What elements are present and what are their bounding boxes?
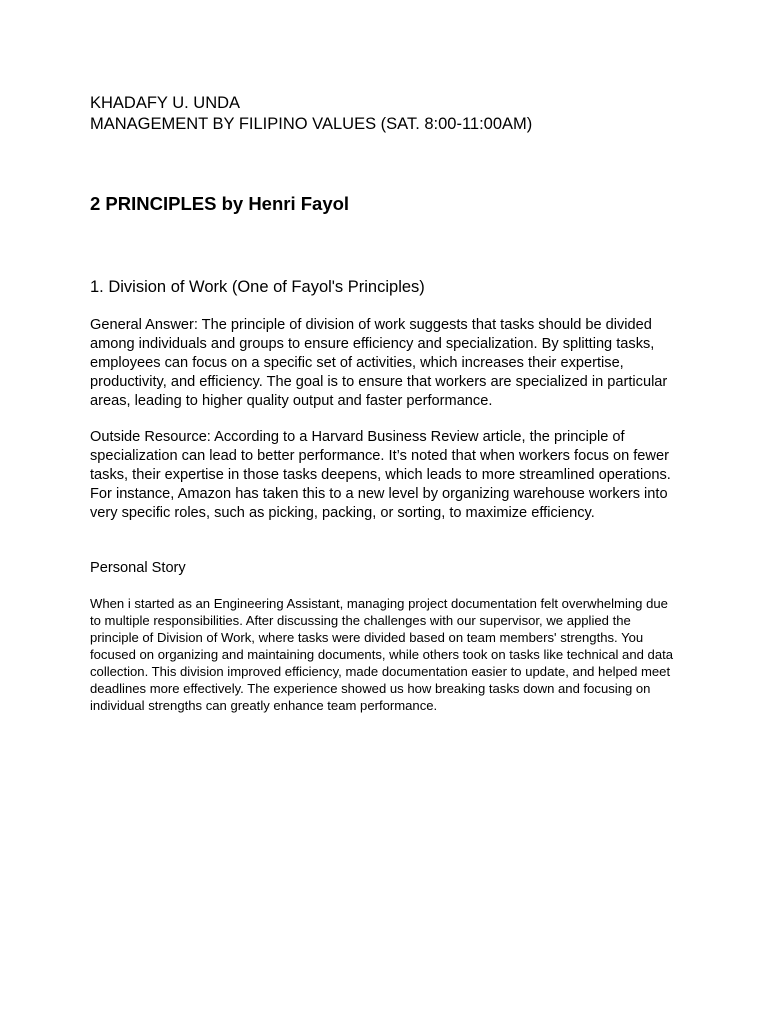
document-page xyxy=(90,93,680,713)
section-heading: 1. Division of Work (One of Fayol's Principles) xyxy=(90,278,425,296)
course-name: MANAGEMENT BY FILIPINO VALUES (SAT. 8:00-11:00AM) xyxy=(90,115,533,133)
author-name: KHADAFY U. UNDA xyxy=(90,94,241,112)
document-title: 2 PRINCIPLES by Henri Fayol xyxy=(90,193,350,214)
personal-story-label: Personal Story xyxy=(90,560,186,576)
personal-story-paragraph: When i started as an Engineering Assistant, managing project documentation felt overwhelming due to multiple responsibilities. After discussing the challenges with our supervisor, we applied the principle of Division of Work, where tasks were divided based on team members' strengths. You focused on organizing and maintaining documents, while others took on tasks like technical and data collection. This division improved efficiency, made documentation easier to update, and helped meet deadlines more effectively. The experience showed us how breaking tasks down and focusing on individual strengths can greatly enhance team performance. xyxy=(90,596,674,713)
outside-resource-paragraph: Outside Resource: According to a Harvard Business Review article, the principle of specialization can lead to better performance. It’s noted that when workers focus on fewer tasks, their expertise in those tasks deepens, which leads to more streamlined operations. For instance, Amazon has taken this to a new level by organizing warehouse workers into very specific roles, such as picking, packing, or sorting, to maximize efficiency. xyxy=(90,429,671,521)
general-answer-paragraph: General Answer: The principle of division of work suggests that tasks should be divided among individuals and groups to ensure efficiency and specialization. By splitting tasks, employees can focus on a specific set of activities, which increases their expertise, productivity, and efficiency. The goal is to ensure that workers are specialized in particular areas, leading to higher quality output and faster performance. xyxy=(90,317,668,409)
